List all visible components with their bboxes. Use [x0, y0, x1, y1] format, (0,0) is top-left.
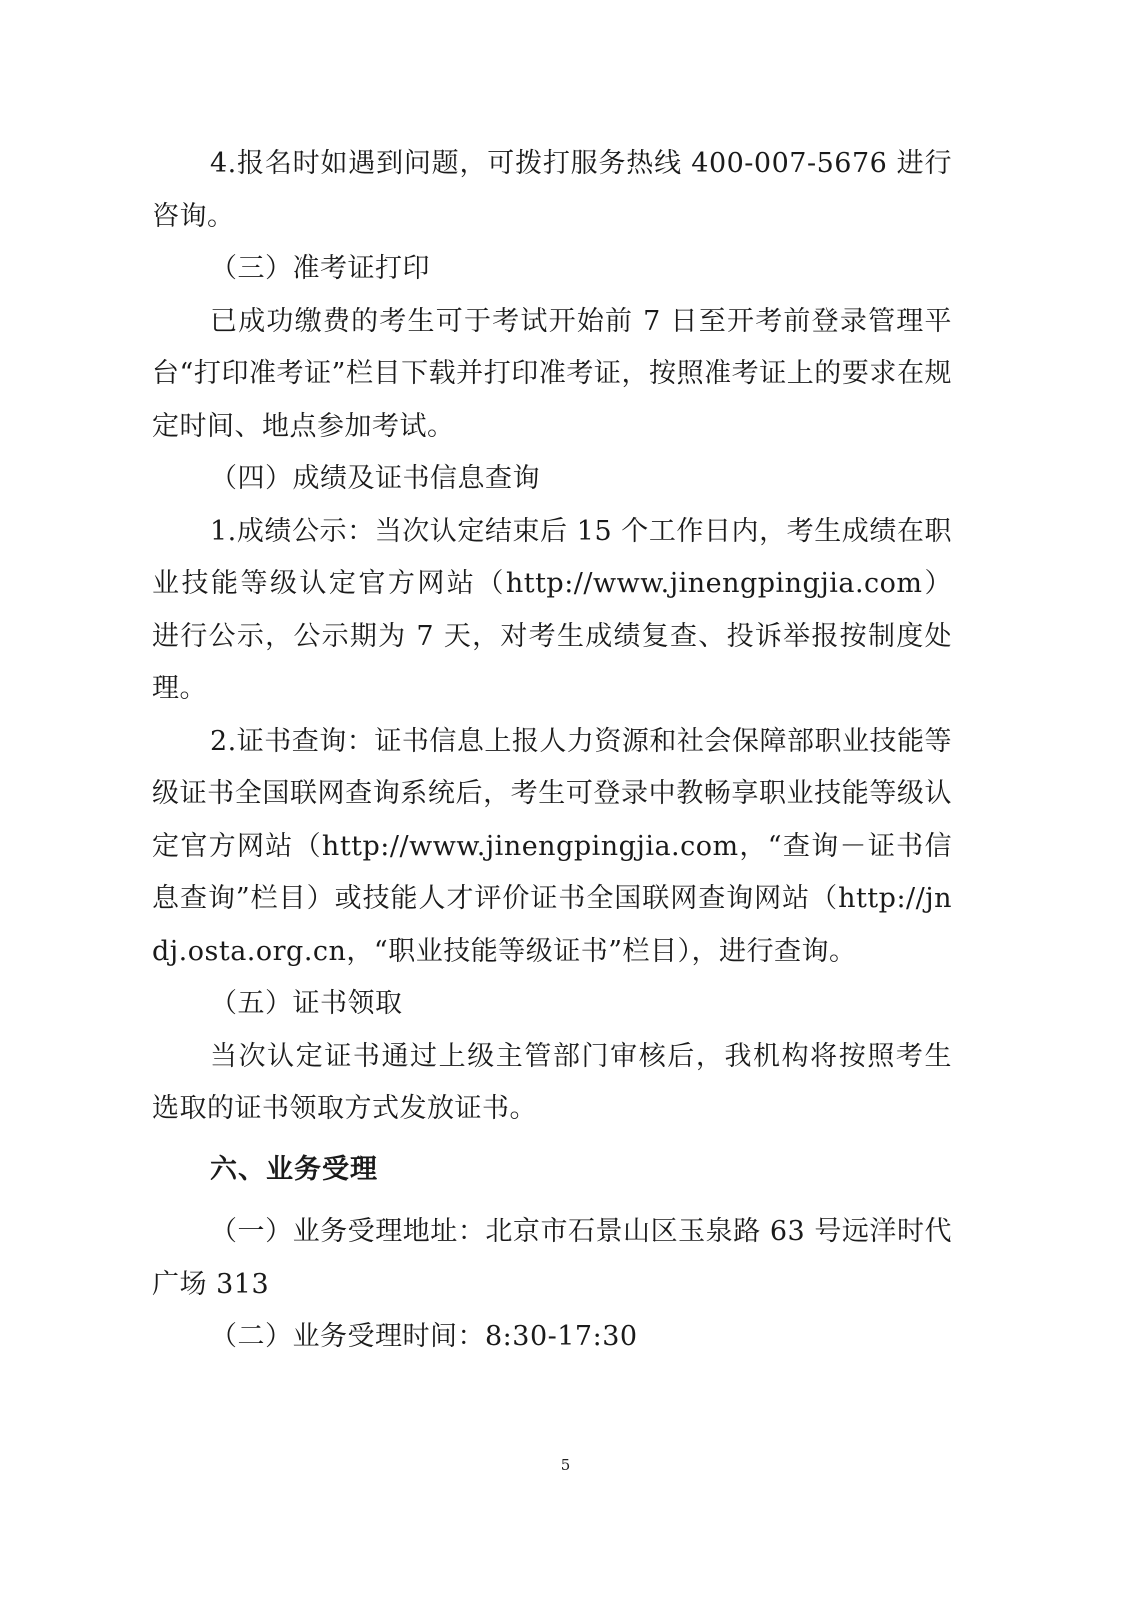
subheading-admission-ticket: （三）准考证打印: [210, 253, 430, 284]
paragraph-business-hours: （二）业务受理时间：8:30-17:30: [210, 1321, 638, 1352]
paragraph-certificate-collection: 当次认定证书通过上级主管部门审核后，我机构将按照考生选取的证书领取方式发放证书。: [152, 1040, 952, 1124]
paragraph-results-publication: 1.成绩公示：当次认定结束后 15 个工作日内，考生成绩在职业技能等级认定官方网站（http://www.jinengpingjia.com）进行公示，公示期为 7 天，对考生成绩复查、投诉举报按制度处理。: [152, 515, 952, 704]
page-number: 5: [560, 1456, 571, 1474]
paragraph-certificate-query: 2.证书查询：证书信息上报人力资源和社会保障部职业技能等级证书全国联网查询系统后，考生可登录中教畅享职业技能等级认定官方网站（http://www.jinengpingjia.com，“查询－证书信息查询”栏目）或技能人才评价证书全国联网查询网站（http://jndj.osta.org.cn，“职业技能等级证书”栏目），进行查询。: [152, 725, 952, 967]
paragraph-admission-ticket: 已成功缴费的考生可于考试开始前 7 日至开考前登录管理平台“打印准考证”栏目下载并打印准考证，按照准考证上的要求在规定时间、地点参加考试。: [152, 305, 952, 442]
section-heading-business: 六、业务受理: [210, 1153, 378, 1185]
page-body: [152, 138, 952, 1364]
subheading-results-query: （四）成绩及证书信息查询: [210, 463, 540, 494]
paragraph-hotline: 4.报名时如遇到问题，可拨打服务热线 400-007-5676 进行咨询。: [152, 148, 952, 232]
paragraph-business-address: （一）业务受理地址：北京市石景山区玉泉路 63 号远洋时代广场 313: [152, 1216, 952, 1300]
subheading-certificate-collection: （五）证书领取: [210, 988, 403, 1019]
